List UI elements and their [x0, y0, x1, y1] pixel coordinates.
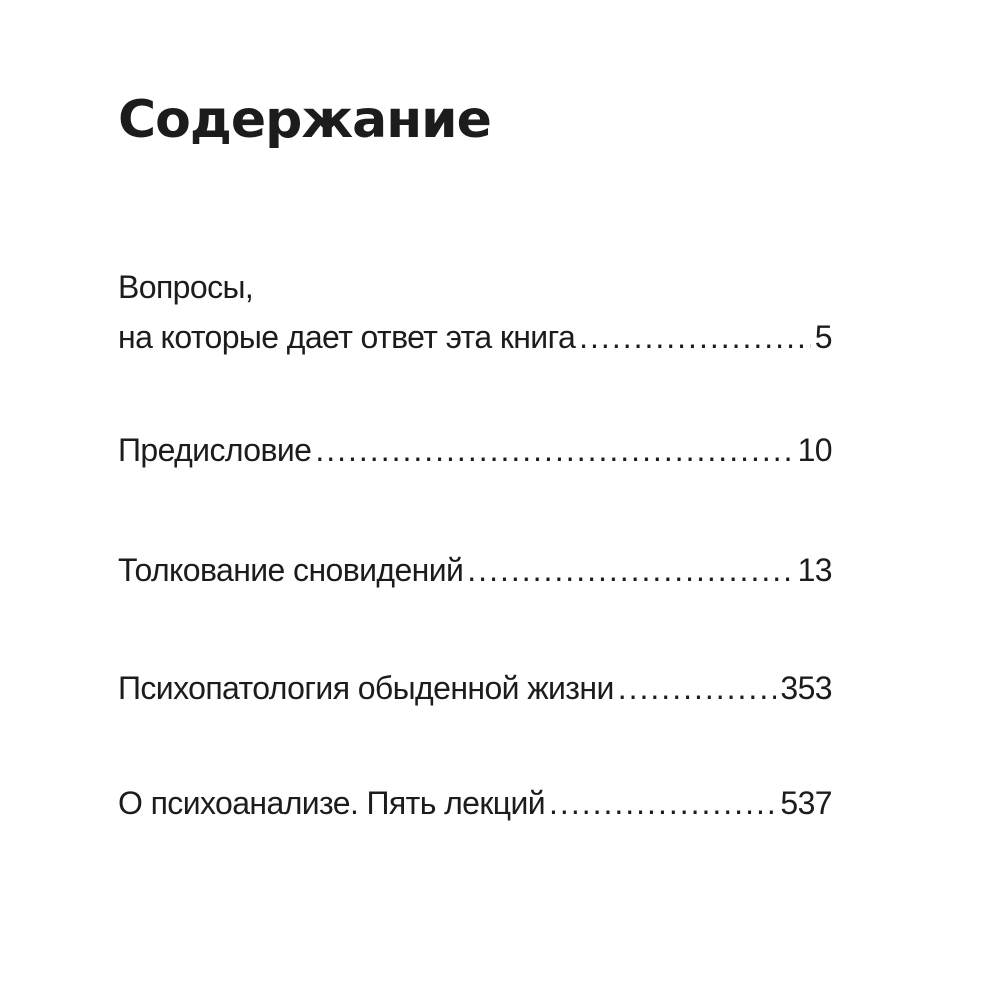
toc-entry[interactable]	[118, 262, 832, 362]
toc-entry-line	[118, 425, 832, 475]
toc-entry-line	[118, 778, 832, 828]
toc-entry[interactable]	[118, 778, 832, 828]
toc-entry[interactable]	[118, 663, 832, 713]
toc-entry-page-number: 5	[814, 319, 832, 355]
dot-leader	[549, 778, 776, 828]
dot-leader	[315, 425, 793, 475]
toc-entry-second-line	[118, 312, 832, 362]
toc-entry-title: О психоанализе. Пять лекций	[118, 785, 546, 821]
page-title: Содержание	[118, 90, 491, 150]
toc-entry-title: Толкование сновидений	[118, 552, 464, 588]
toc-entry[interactable]	[118, 545, 832, 595]
toc-entry-title: Психопатология обыденной жизни	[118, 670, 614, 706]
toc-entry-page-number: 353	[780, 670, 832, 706]
dot-leader	[579, 312, 811, 362]
toc-entry-line	[118, 663, 832, 713]
toc-entry[interactable]	[118, 425, 832, 475]
dot-leader	[467, 545, 793, 595]
dot-leader	[618, 663, 777, 713]
toc-entry-title-continued: на которые дает ответ эта книга	[118, 319, 576, 355]
toc-entry-line	[118, 545, 832, 595]
toc-entry-title: Предисловие	[118, 432, 312, 468]
toc-entry-title: Вопросы,	[118, 269, 254, 305]
toc-entry-first-line	[118, 262, 832, 312]
toc-entry-page-number: 537	[780, 785, 832, 821]
toc-entry-page-number: 13	[797, 552, 832, 588]
toc-entry-page-number: 10	[797, 432, 832, 468]
